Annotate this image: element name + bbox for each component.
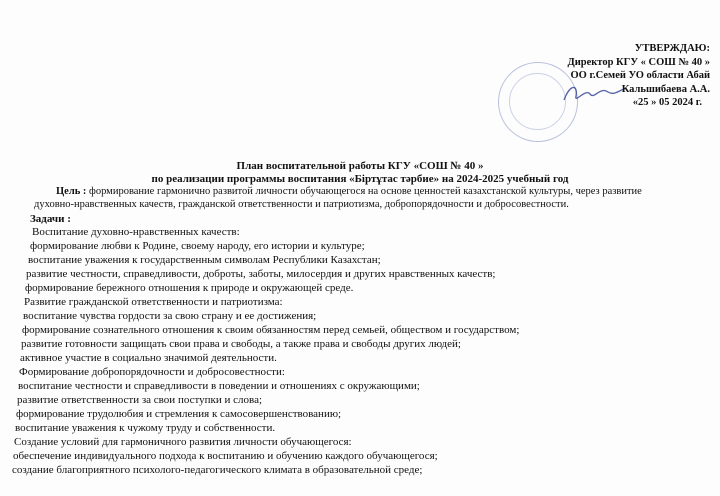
goal-text-1: формирование гармонично развитой личности обучающегося на основе ценностей казахстанской культуры, через развитие <box>89 186 642 197</box>
title-line-1: План воспитательной работы КГУ «СОШ № 40 » <box>236 160 484 172</box>
task-line: активное участие в социально значимой деятельности. <box>20 352 277 364</box>
task-line: Воспитание духовно-нравственных качеств: <box>32 226 240 238</box>
task-line: воспитание честности и справедливости в поведении и отношениях с окружающими; <box>18 380 420 392</box>
approval-name: Кальшибаева А.А. <box>621 83 710 95</box>
task-line: воспитание уважения к чужому труду и собственности. <box>15 422 276 434</box>
task-line: формирование любви к Родине, своему народу, его истории и культуре; <box>30 240 365 252</box>
goal-text-2: духовно-нравственных качеств, гражданской ответственности и патриотизма, добропорядочности и добросовестности. <box>34 198 569 210</box>
task-line: развитие готовности защищать свои права и свободы, а также права и свободы других людей; <box>21 338 461 350</box>
tasks-label: Задачи : <box>30 213 71 225</box>
task-line: формирование сознательного отношения к своим обязанностям перед семьей, обществом и государством; <box>22 324 520 336</box>
goal-label: Цель : <box>56 186 87 197</box>
task-line: обеспечение индивидуального подхода к воспитанию и обучению каждого обучающегося; <box>13 450 438 462</box>
title-line-2: по реализации программы воспитания «Біртұтас тәрбие» на 2024-2025 учебный год <box>151 173 569 185</box>
approval-position: Директор КГУ « СОШ № 40 » <box>567 56 710 68</box>
approval-block <box>520 42 710 110</box>
goal-paragraph <box>34 186 706 211</box>
approval-heading: УТВЕРЖДАЮ: <box>634 43 710 54</box>
task-line: воспитание уважения к государственным символам Республики Казахстан; <box>28 254 381 266</box>
task-line: развитие честности, справедливости, доброты, заботы, милосердия и других нравственных качеств; <box>26 268 496 280</box>
approval-date: «25 » 05 2024 г. <box>632 97 702 108</box>
task-line: создание благоприятного психолого-педагогического климата в образовательной среде; <box>12 464 423 476</box>
task-line: воспитание чувства гордости за свою страну и ее достижения; <box>23 310 317 322</box>
task-line: Формирование добропорядочности и добросовестности: <box>19 366 285 378</box>
task-line: Создание условий для гармоничного развития личности обучающегося: <box>14 436 352 448</box>
approval-organization: ОО г.Семей УО области Абай <box>570 70 710 81</box>
task-line: Развитие гражданской ответственности и патриотизма: <box>24 296 283 308</box>
task-line: формирование трудолюбия и стремления к самосовершенствованию; <box>16 408 342 420</box>
plan-title <box>120 160 600 186</box>
task-line: формирование бережного отношения к природе и окружающей среде. <box>25 282 354 294</box>
task-line: развитие ответственности за свои поступки и слова; <box>17 394 263 406</box>
